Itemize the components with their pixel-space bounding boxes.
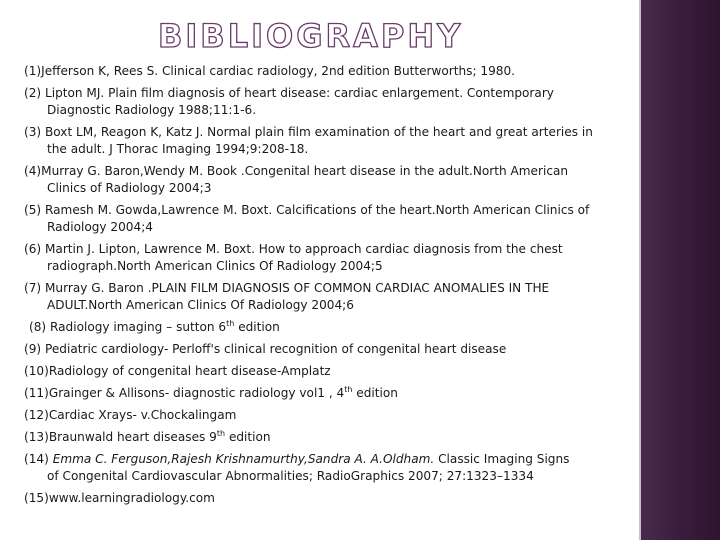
reference-item xyxy=(24,385,628,402)
reference-text: Jefferson K, Rees S. Clinical cardiac radiology, 2nd edition Butterworths; 1980. xyxy=(41,64,516,78)
reference-item xyxy=(24,319,628,336)
reference-list xyxy=(24,63,628,512)
reference-text: Classic Imaging Signs xyxy=(434,452,570,466)
reference-item xyxy=(24,407,628,424)
superscript: th xyxy=(216,428,226,438)
reference-item xyxy=(24,202,628,236)
reference-text: Radiology of congenital heart disease-Amplatz xyxy=(48,364,331,378)
reference-number: (8) xyxy=(29,320,47,334)
reference-continuation: Diagnostic Radiology 1988;11:1-6. xyxy=(47,103,257,117)
reference-number: (4) xyxy=(24,164,42,178)
reference-text: Boxt LM, Reagon K, Katz J. Normal plain film examination of the heart and great arteries in xyxy=(41,125,593,139)
reference-text: Murray G. Baron,Wendy M. Book .Congenital heart disease in the adult.North American xyxy=(41,164,569,178)
reference-continuation: the adult. J Thorac Imaging 1994;9:208-18. xyxy=(47,142,309,156)
reference-continuation: of Congenital Cardiovascular Abnormalities; RadioGraphics 2007; 27:1323–1334 xyxy=(47,469,534,483)
reference-authors: Emma C. Ferguson,Rajesh Krishnamurthy,Sandra A. A.Oldham. xyxy=(52,452,435,466)
reference-number: (11) xyxy=(24,386,49,400)
reference-text: Grainger & Allisons- diagnostic radiology vol1 , 4 xyxy=(48,386,345,400)
reference-item xyxy=(24,85,628,119)
reference-item xyxy=(24,341,628,358)
reference-item xyxy=(24,163,628,197)
reference-item xyxy=(24,280,628,314)
superscript: th xyxy=(344,384,353,394)
reference-number: (6) xyxy=(24,242,42,256)
reference-continuation: Clinics of Radiology 2004;3 xyxy=(47,181,212,195)
reference-number: (14) xyxy=(24,452,49,466)
reference-text: Cardiac Xrays- v.Chockalingam xyxy=(48,408,237,422)
reference-number: (15) xyxy=(24,491,49,505)
reference-text: edition xyxy=(234,320,280,334)
reference-continuation: Radiology 2004;4 xyxy=(47,220,153,234)
reference-number: (10) xyxy=(24,364,49,378)
decorative-sidebar xyxy=(641,0,720,540)
reference-text: Lipton MJ. Plain film diagnosis of heart disease: cardiac enlargement. Contemporary xyxy=(41,86,554,100)
reference-text: edition xyxy=(352,386,398,400)
reference-number: (5) xyxy=(24,203,42,217)
reference-text: Murray G. Baron .PLAIN FILM DIAGNOSIS OF COMMON CARDIAC ANOMALIES IN THE xyxy=(41,281,550,295)
reference-number: (1) xyxy=(24,64,42,78)
reference-number: (7) xyxy=(24,281,42,295)
reference-number: (12) xyxy=(24,408,49,422)
reference-item xyxy=(24,451,628,485)
reference-continuation: radiograph.North American Clinics Of Radiology 2004;5 xyxy=(47,259,383,273)
reference-text: Martin J. Lipton, Lawrence M. Boxt. How to approach cardiac diagnosis from the chest xyxy=(41,242,563,256)
reference-item xyxy=(24,63,628,80)
reference-text: Ramesh M. Gowda,Lawrence M. Boxt. Calcifications of the heart.North American Clinics of xyxy=(41,203,590,217)
reference-text: Pediatric cardiology- Perloff's clinical recognition of congenital heart disease xyxy=(41,342,507,356)
reference-number: (3) xyxy=(24,125,42,139)
reference-continuation: ADULT.North American Clinics Of Radiology 2004;6 xyxy=(47,298,354,312)
reference-item xyxy=(24,241,628,275)
reference-number: (9) xyxy=(24,342,42,356)
reference-item xyxy=(24,363,628,380)
reference-number: (13) xyxy=(24,430,49,444)
superscript: th xyxy=(226,318,235,328)
reference-item xyxy=(24,124,628,158)
reference-item xyxy=(24,490,628,507)
reference-item xyxy=(24,429,628,446)
reference-link-text: www.learningradiology.com xyxy=(48,491,215,505)
reference-number: (2) xyxy=(24,86,42,100)
reference-text: Braunwald heart diseases 9 xyxy=(48,430,217,444)
reference-text: Radiology imaging – sutton 6 xyxy=(46,320,227,334)
page-title: BIBLIOGRAPHY xyxy=(158,17,464,55)
reference-text: edition xyxy=(225,430,271,444)
